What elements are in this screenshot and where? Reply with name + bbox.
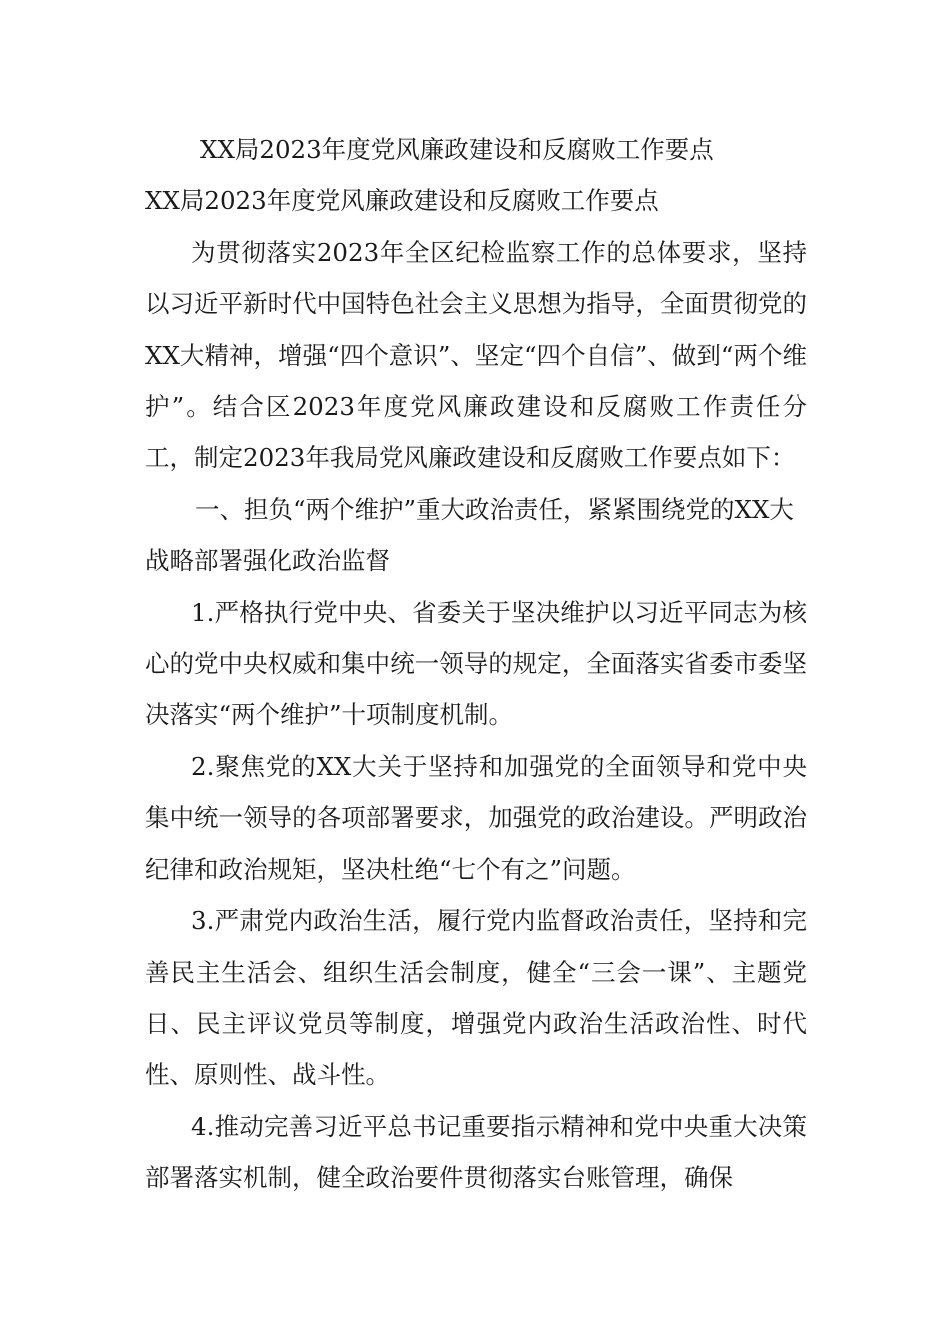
intro-paragraph: 为贯彻落实2023年全区纪检监察工作的总体要求，坚持以习近平新时代中国特色社会主义思想为指导，全面贯彻党的XX大精神，增强“四个意识”、坚定“四个自信”、做到“两个维护”。结合区2023年度党风廉政建设和反腐败工作责任分工，制定2023年我局党风廉政建设和反腐败工作要点如下： <box>145 237 807 473</box>
document-title: XX局2023年度党风廉政建设和反腐败工作要点 <box>200 135 714 164</box>
document-subtitle: XX局2023年度党风廉政建设和反腐败工作要点 <box>145 186 659 216</box>
list-item: 4.推动完善习近平总书记重要指示精神和党中央重大决策部署落实机制，健全政治要件贯彻落实台账管理，确保 <box>145 1111 807 1193</box>
list-item: 2.聚焦党的XX大关于坚持和加强党的全面领导和党中央集中统一领导的各项部署要求，加强党的政治建设。严明政治纪律和政治规矩，坚决杜绝“七个有之”问题。 <box>145 751 807 884</box>
document-body <box>145 124 807 1204</box>
list-item: 1.严格执行党中央、省委关于坚决维护以习近平同志为核心的党中央权威和集中统一领导的规定，全面落实省委市委坚决落实“两个维护”十项制度机制。 <box>145 597 807 730</box>
list-item: 3.严肃党内政治生活，履行党内监督政治责任，坚持和完善民主生活会、组织生活会制度，健全“三会一课”、主题党日、民主评议党员等制度，增强党内政治生活政治性、时代性、原则性、战斗性。 <box>145 906 807 1090</box>
section-heading: 一、担负“两个维护”重大政治责任，紧紧围绕党的XX大战略部署强化政治监督 <box>145 494 794 576</box>
